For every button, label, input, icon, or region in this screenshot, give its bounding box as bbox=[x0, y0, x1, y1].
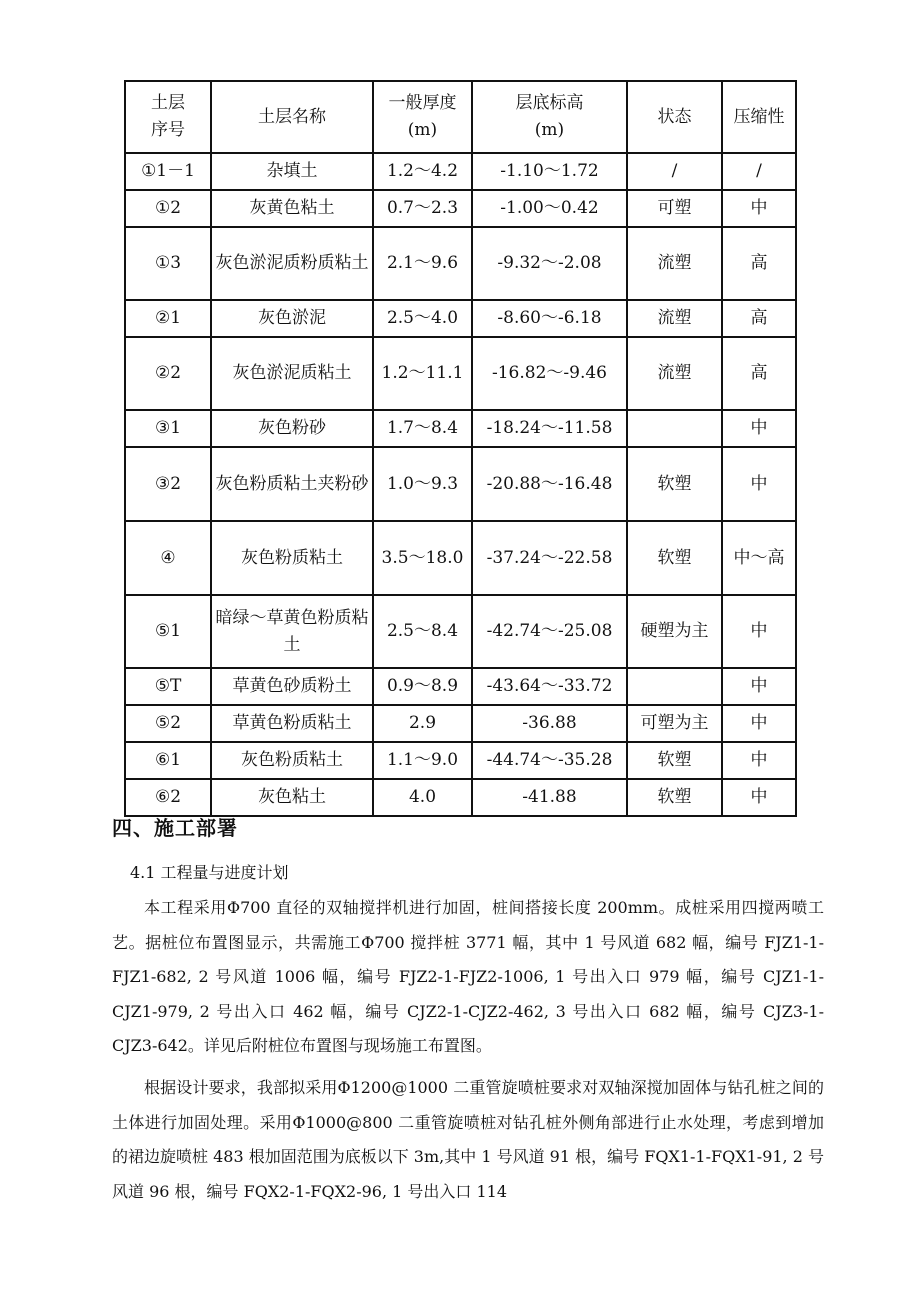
compressibility-cell: 高 bbox=[722, 300, 796, 337]
header-line: (m) bbox=[407, 120, 438, 140]
bottom-elevation-cell: -20.88～-16.48 bbox=[472, 447, 627, 521]
layer-no-cell: ⑤2 bbox=[125, 705, 211, 742]
layer-name-cell: 杂填土 bbox=[211, 153, 373, 190]
layer-no-cell: ③1 bbox=[125, 410, 211, 447]
table-row bbox=[125, 190, 796, 227]
bottom-elevation-cell: -9.32～-2.08 bbox=[472, 227, 627, 300]
state-cell: 软塑 bbox=[627, 742, 722, 779]
bottom-elevation-cell: -36.88 bbox=[472, 705, 627, 742]
compressibility-cell: 高 bbox=[722, 337, 796, 410]
table-row bbox=[125, 521, 796, 595]
header-cell bbox=[211, 81, 373, 153]
header-cell bbox=[373, 81, 472, 153]
thickness-cell: 1.1～9.0 bbox=[373, 742, 472, 779]
compressibility-cell: 中 bbox=[722, 779, 796, 816]
bottom-elevation-cell: -18.24～-11.58 bbox=[472, 410, 627, 447]
bottom-elevation-cell: -8.60～-6.18 bbox=[472, 300, 627, 337]
thickness-cell: 0.7～2.3 bbox=[373, 190, 472, 227]
bottom-elevation-cell: -1.00～0.42 bbox=[472, 190, 627, 227]
layer-no-cell: ③2 bbox=[125, 447, 211, 521]
table-row bbox=[125, 227, 796, 300]
bottom-elevation-cell: -44.74～-35.28 bbox=[472, 742, 627, 779]
header-cell bbox=[627, 81, 722, 153]
state-cell: 流塑 bbox=[627, 227, 722, 300]
compressibility-cell: 高 bbox=[722, 227, 796, 300]
layer-no-cell: ⑥2 bbox=[125, 779, 211, 816]
subsection-heading: 4.1 工程量与进度计划 bbox=[130, 863, 289, 882]
compressibility-cell: 中 bbox=[722, 447, 796, 521]
thickness-cell: 1.2～4.2 bbox=[373, 153, 472, 190]
thickness-cell: 0.9～8.9 bbox=[373, 668, 472, 705]
layer-name-cell: 灰色淤泥质粉质粘土 bbox=[211, 227, 373, 300]
table-row bbox=[125, 705, 796, 742]
header-line: 土层名称 bbox=[258, 106, 326, 127]
state-cell: 软塑 bbox=[627, 779, 722, 816]
layer-no-cell: ④ bbox=[125, 521, 211, 595]
layer-name-cell: 灰色淤泥 bbox=[211, 300, 373, 337]
thickness-cell: 1.7～8.4 bbox=[373, 410, 472, 447]
table-header-row bbox=[125, 81, 796, 153]
state-cell: 硬塑为主 bbox=[627, 595, 722, 668]
header-line: 一般厚度 bbox=[388, 93, 457, 113]
layer-no-cell: ①3 bbox=[125, 227, 211, 300]
table-row bbox=[125, 447, 796, 521]
body-paragraph: 本工程采用Φ700 直径的双轴搅拌机进行加固，桩间搭接长度 200mm。成桩采用四搅两喷工艺。据桩位布置图显示，共需施工Φ700 搅拌桩 3771 幅，其中 1 号风道 682 幅，编号 FJZ1-1-FJZ1-682, 2 号风道 1006 幅，编号 FJZ2-1-FJZ2-1006, 1 号出入口 979 幅，编号 CJZ1-1-CJZ1-979, 2 号出入口 462 幅，编号 CJZ2-1-CJZ2-462, 3 号出入口 682 幅，编号 CJZ3-1-CJZ3-642。详见后附桩位布置图与现场施工布置图。 bbox=[112, 898, 824, 1055]
header-line: (m) bbox=[534, 120, 565, 140]
state-cell: 流塑 bbox=[627, 300, 722, 337]
table-row bbox=[125, 337, 796, 410]
layer-name-cell: 灰色粉砂 bbox=[211, 410, 373, 447]
table-row bbox=[125, 153, 796, 190]
table-row bbox=[125, 779, 796, 816]
state-cell: 软塑 bbox=[627, 521, 722, 595]
header-line: 序号 bbox=[151, 120, 185, 140]
table-row bbox=[125, 410, 796, 447]
table-row bbox=[125, 300, 796, 337]
bottom-elevation-cell: -41.88 bbox=[472, 779, 627, 816]
thickness-cell: 3.5～18.0 bbox=[373, 521, 472, 595]
header-line: 土层 bbox=[151, 93, 185, 113]
thickness-cell: 1.0～9.3 bbox=[373, 447, 472, 521]
state-cell: / bbox=[627, 153, 722, 190]
state-cell: 可塑 bbox=[627, 190, 722, 227]
thickness-cell: 2.1～9.6 bbox=[373, 227, 472, 300]
state-cell bbox=[627, 410, 722, 447]
layer-no-cell: ⑥1 bbox=[125, 742, 211, 779]
layer-no-cell: ①2 bbox=[125, 190, 211, 227]
layer-no-cell: ⑤1 bbox=[125, 595, 211, 668]
header-line: 压缩性 bbox=[733, 106, 785, 127]
layer-no-cell: ②2 bbox=[125, 337, 211, 410]
body-paragraph: 根据设计要求，我部拟采用Φ1200@1000 二重管旋喷桩要求对双轴深搅加固体与钻孔桩之间的土体进行加固处理。采用Φ1000@800 二重管旋喷桩对钻孔桩外侧角部进行止水处理，考虑到增加的裙边旋喷桩 483 根加固范围为底板以下 3m,其中 1 号风道 91 根，编号 FQX1-1-FQX1-91, 2 号风道 96 根，编号 FQX2-1-FQX2-96, 1 号出入口 114 bbox=[112, 1078, 824, 1201]
layer-name-cell: 暗绿～草黄色粉质粘土 bbox=[211, 595, 373, 668]
bottom-elevation-cell: -42.74～-25.08 bbox=[472, 595, 627, 668]
compressibility-cell: 中 bbox=[722, 410, 796, 447]
header-cell bbox=[722, 81, 796, 153]
table-row bbox=[125, 595, 796, 668]
header-line: 层底标高 bbox=[515, 93, 584, 113]
compressibility-cell: 中 bbox=[722, 705, 796, 742]
bottom-elevation-cell: -37.24～-22.58 bbox=[472, 521, 627, 595]
state-cell: 软塑 bbox=[627, 447, 722, 521]
header-cell bbox=[125, 81, 211, 153]
thickness-cell: 2.5～8.4 bbox=[373, 595, 472, 668]
table-row bbox=[125, 668, 796, 705]
thickness-cell: 2.9 bbox=[373, 705, 472, 742]
layer-name-cell: 灰色淤泥质粘土 bbox=[211, 337, 373, 410]
bottom-elevation-cell: -43.64～-33.72 bbox=[472, 668, 627, 705]
state-cell: 可塑为主 bbox=[627, 705, 722, 742]
layer-name-cell: 灰色粘土 bbox=[211, 779, 373, 816]
thickness-cell: 2.5～4.0 bbox=[373, 300, 472, 337]
compressibility-cell: / bbox=[722, 153, 796, 190]
layer-name-cell: 灰色粉质粘土 bbox=[211, 742, 373, 779]
bottom-elevation-cell: -16.82～-9.46 bbox=[472, 337, 627, 410]
layer-name-cell: 灰色粉质粘土夹粉砂 bbox=[211, 447, 373, 521]
thickness-cell: 1.2～11.1 bbox=[373, 337, 472, 410]
bottom-elevation-cell: -1.10～1.72 bbox=[472, 153, 627, 190]
header-line: 状态 bbox=[657, 106, 692, 127]
header-cell bbox=[472, 81, 627, 153]
compressibility-cell: 中 bbox=[722, 190, 796, 227]
soil-layer-table bbox=[124, 80, 797, 817]
compressibility-cell: 中 bbox=[722, 668, 796, 705]
compressibility-cell: 中～高 bbox=[722, 521, 796, 595]
state-cell bbox=[627, 668, 722, 705]
compressibility-cell: 中 bbox=[722, 595, 796, 668]
compressibility-cell: 中 bbox=[722, 742, 796, 779]
state-cell: 流塑 bbox=[627, 337, 722, 410]
section-heading: 四、施工部署 bbox=[112, 816, 238, 840]
layer-name-cell: 草黄色砂质粉土 bbox=[211, 668, 373, 705]
layer-name-cell: 灰黄色粘土 bbox=[211, 190, 373, 227]
layer-no-cell: ①1－1 bbox=[125, 153, 211, 190]
layer-name-cell: 灰色粉质粘土 bbox=[211, 521, 373, 595]
layer-name-cell: 草黄色粉质粘土 bbox=[211, 705, 373, 742]
layer-no-cell: ⑤T bbox=[125, 668, 211, 705]
table-row bbox=[125, 742, 796, 779]
layer-no-cell: ②1 bbox=[125, 300, 211, 337]
thickness-cell: 4.0 bbox=[373, 779, 472, 816]
